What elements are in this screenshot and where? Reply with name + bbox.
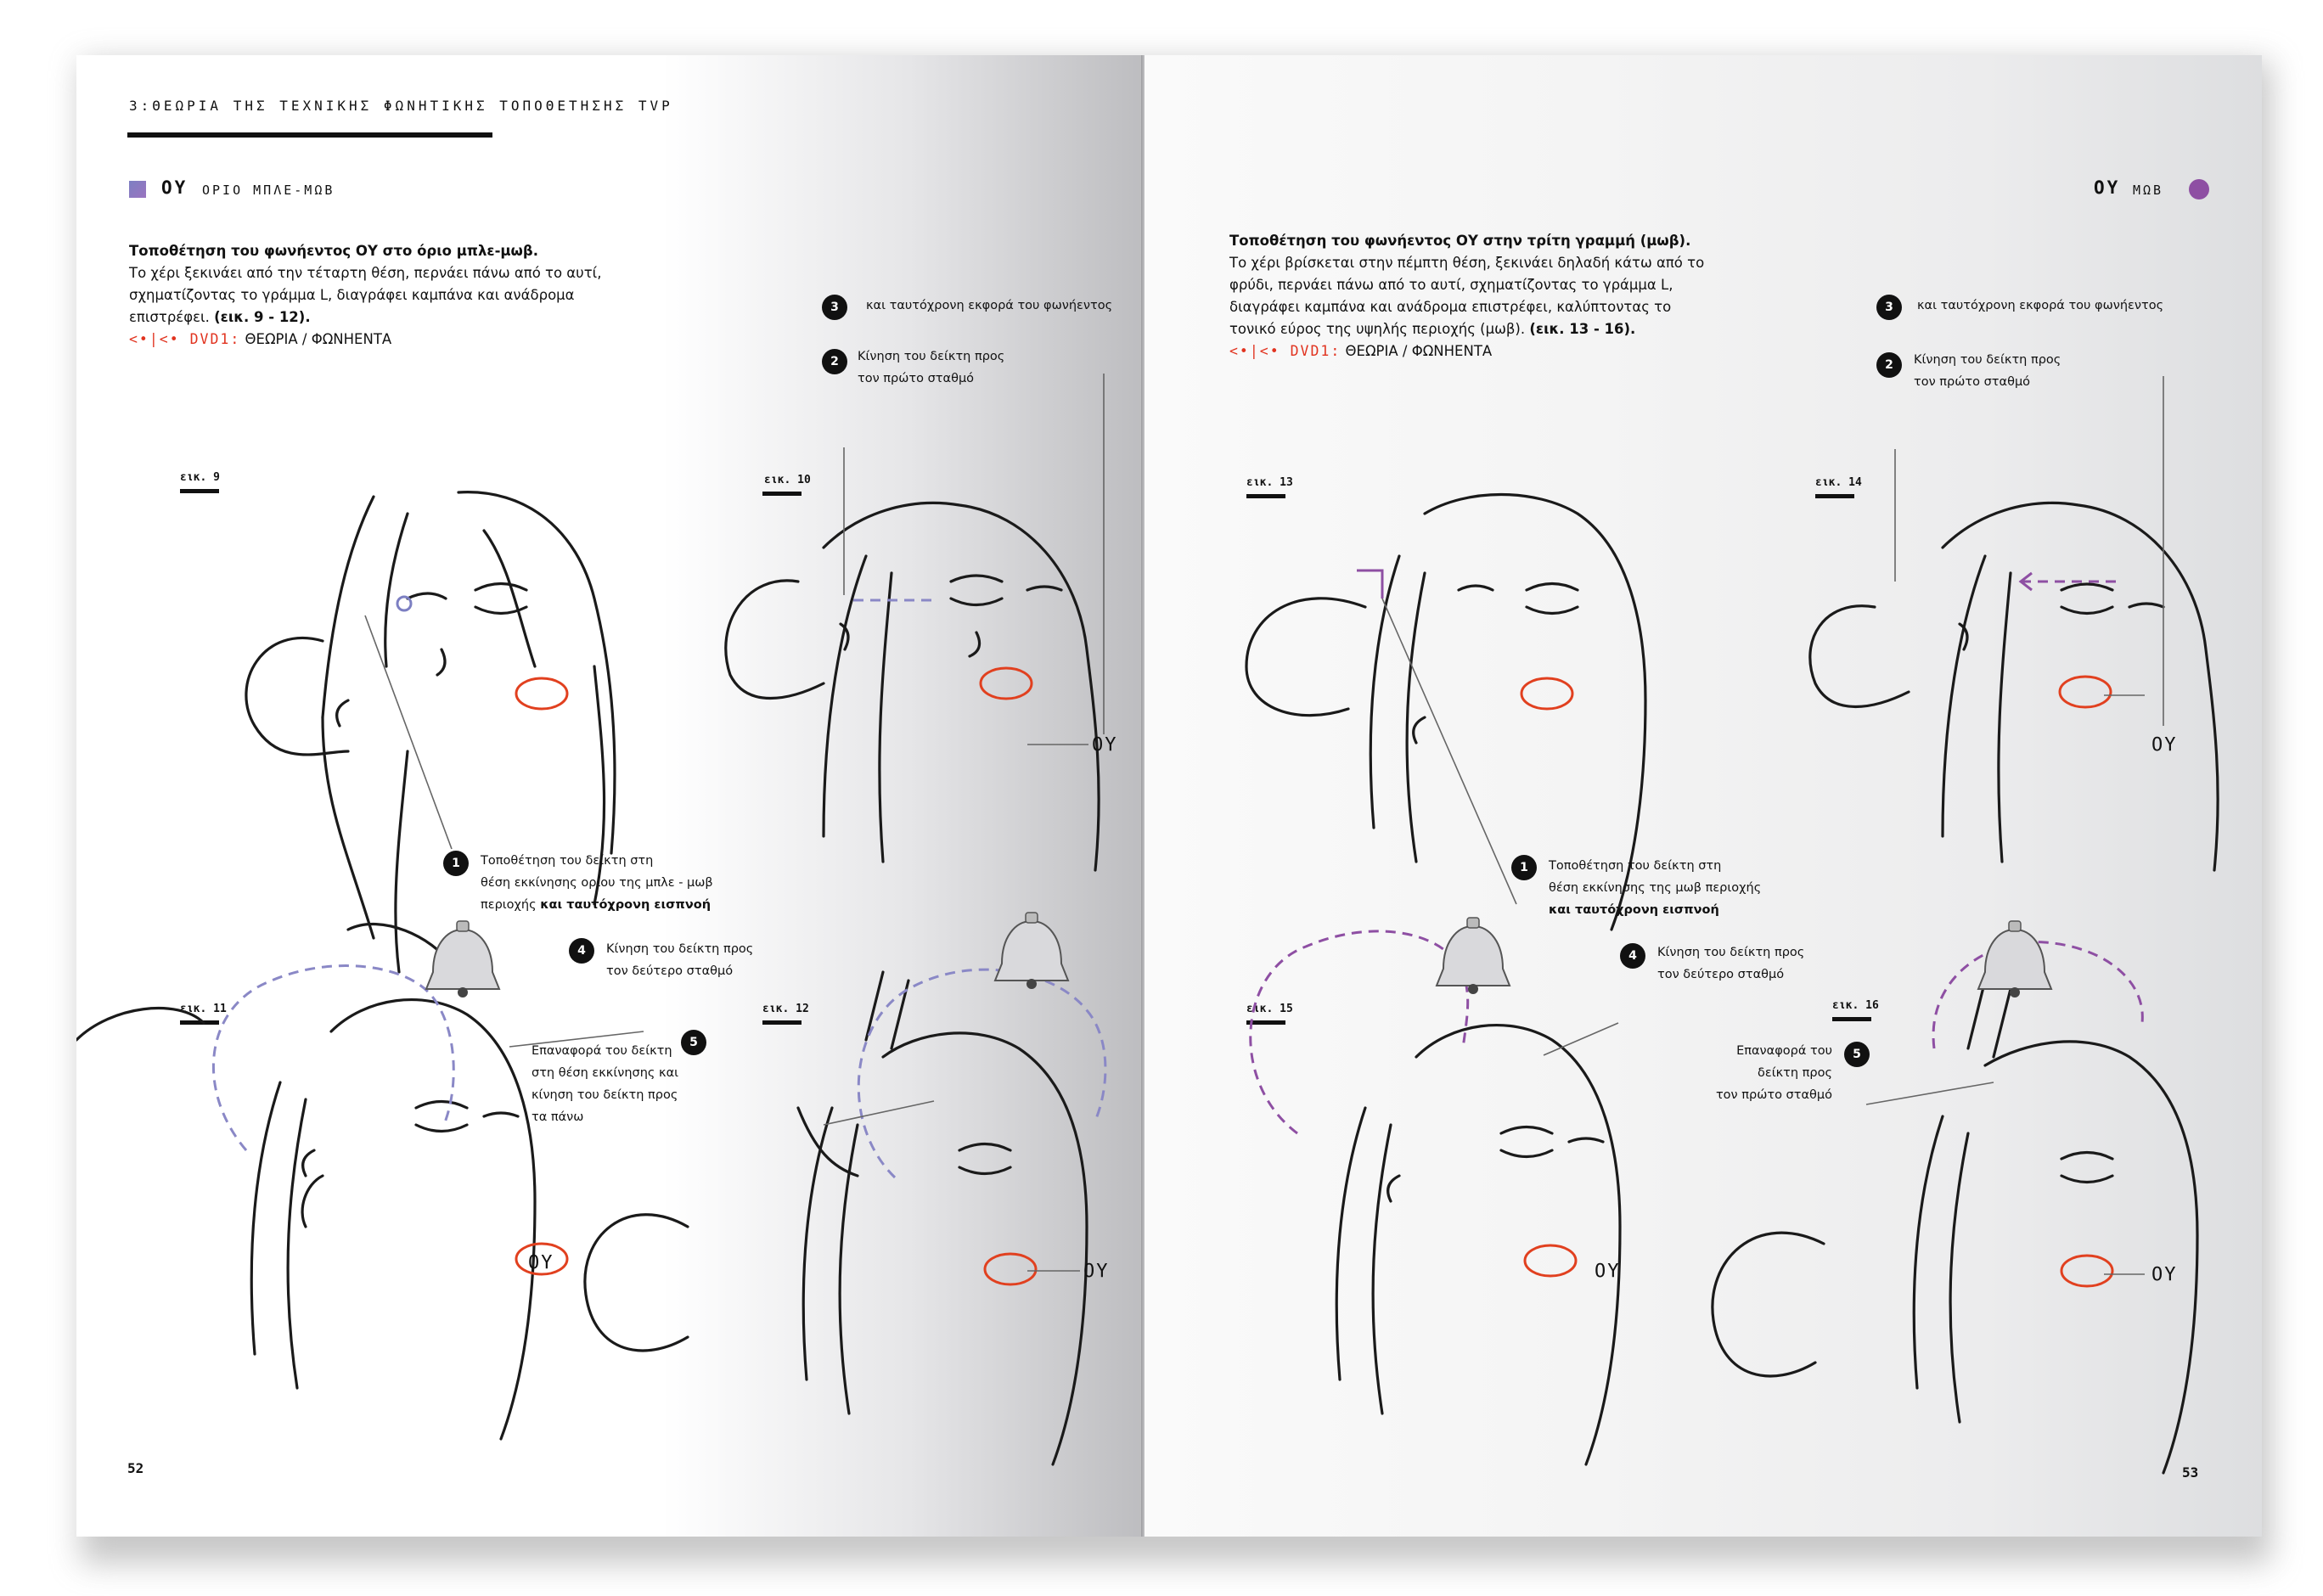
bell-icon <box>1437 918 1510 994</box>
step-4-text: Κίνηση του δείκτη προς τον δεύτερο σταθμό <box>606 942 754 978</box>
bell-motion-path <box>858 969 1105 1177</box>
lips-shape <box>985 1254 1036 1284</box>
intro-line: επιστρέφει. (εικ. 9 - 12). <box>129 309 311 325</box>
intro-line: φρύδι, περνάει πάνω από το αυτί, σχηματίζοντας το γράμμα L, <box>1229 277 1673 293</box>
intro-lead: Τοποθέτηση του φωνήεντος ΟΥ στο όριο μπλε-μωβ. <box>129 243 538 259</box>
left-page <box>76 55 1143 1537</box>
figure-label: εικ. 11 <box>180 1003 227 1015</box>
step-2-text: Κίνηση του δείκτη προς τον πρώτο σταθμό <box>858 350 1005 385</box>
sound-label: ΟΥ <box>2151 734 2178 756</box>
dvd-tag: <•|<• DVD1: <box>1229 343 1341 359</box>
lips-shape <box>2061 1256 2112 1286</box>
face-drawing <box>1810 503 2218 870</box>
step-2-text: Κίνηση του δείκτη προς τον πρώτο σταθμό <box>1914 353 2061 389</box>
figure-label: εικ. 15 <box>1246 1003 1293 1015</box>
figure-label: εικ. 9 <box>180 471 220 484</box>
start-marker <box>397 597 411 610</box>
figure-label: εικ. 10 <box>764 474 811 486</box>
step-3-text: και ταυτόχρονη εκφορά του φωνήεντος <box>866 299 1113 312</box>
figure-reference: (εικ. 13 - 16). <box>1529 321 1636 337</box>
step-number: 3 <box>1876 295 1902 320</box>
bell-icon <box>995 913 1068 989</box>
face-drawing <box>726 503 1099 870</box>
sound-label: ΟΥ <box>2151 1264 2178 1285</box>
step-3-text: και ταυτόχρονη εκφορά του φωνήεντος <box>1917 299 2164 312</box>
intro-line: Το χέρι ξεκινάει από την τέταρτη θέση, περνάει πάνω από το αυτί, <box>129 265 602 281</box>
lips-shape <box>2060 677 2111 707</box>
left-illustrations <box>76 55 1143 1537</box>
lips-shape <box>516 678 567 709</box>
page-number: 53 <box>2182 1464 2199 1481</box>
step-1-text: Τοποθέτηση του δείκτη στη θέση εκκίνησης ορίου της μπλε - μωβ περιοχής και ταυτόχρονη εισπνοή <box>481 854 713 912</box>
lips-shape <box>1521 678 1572 709</box>
lips-shape <box>981 668 1032 699</box>
figure-reference: (εικ. 9 - 12). <box>214 309 311 325</box>
section-subtitle: ΜΩΒ <box>2133 183 2164 198</box>
section-subtitle: ΟΡΙΟ ΜΠΛΕ-ΜΩΒ <box>202 183 335 198</box>
step-number: 1 <box>1511 855 1537 880</box>
figure-label: εικ. 13 <box>1246 476 1293 489</box>
right-illustrations <box>1145 55 2262 1537</box>
dvd-text: ΘΕΩΡΙΑ / ΦΩΝΗΕΝΤΑ <box>1345 343 1493 359</box>
bell-motion-path <box>1251 931 1468 1133</box>
step-number: 5 <box>681 1030 706 1055</box>
bell-icon <box>1978 921 2051 997</box>
intro-line: διαγράφει καμπάνα και ανάδρομα επιστρέφει, καλύπτοντας το <box>1229 299 1672 315</box>
intro-line: τονικό εύρος της υψηλής περιοχής (μωβ). (εικ. 13 - 16). <box>1229 321 1636 337</box>
intro-lead: Τοποθέτηση του φωνήεντος ΟΥ στην τρίτη γραμμή (μωβ). <box>1229 233 1691 249</box>
sound-label: ΟΥ <box>528 1252 554 1273</box>
section-title: ΟΥ <box>161 177 188 198</box>
running-head: 3:ΘΕΩΡΙΑ ΤΗΣ ΤΕΧΝΙΚΗΣ ΦΩΝΗΤΙΚΗΣ ΤΟΠΟΘΕΤΗΣΗΣ TVP <box>129 98 673 114</box>
lips-shape <box>1525 1245 1576 1276</box>
figure-label: εικ. 12 <box>762 1003 809 1015</box>
step-5-text: Επαναφορά του δείκτη προς τον πρώτο σταθμό <box>1715 1044 1832 1102</box>
step-number: 1 <box>443 851 469 876</box>
right-page <box>1145 55 2262 1537</box>
face-drawing <box>1336 1026 1620 1464</box>
bell-icon <box>426 921 499 997</box>
step-number: 4 <box>569 938 594 964</box>
step-4-text: Κίνηση του δείκτη προς τον δεύτερο σταθμό <box>1657 946 1805 981</box>
step-number: 2 <box>1876 352 1902 378</box>
dvd-text: ΘΕΩΡΙΑ / ΦΩΝΗΕΝΤΑ <box>245 331 392 347</box>
step-5-text: Επαναφορά του δείκτη στη θέση εκκίνησης και κίνηση του δείκτη προς τα πάνω <box>532 1044 679 1124</box>
figure-label: εικ. 16 <box>1832 999 1879 1012</box>
sound-label: ΟΥ <box>1092 734 1118 756</box>
page-number: 52 <box>127 1460 144 1476</box>
bell-motion-path <box>213 966 453 1150</box>
intro-line: Το χέρι βρίσκεται στην πέμπτη θέση, ξεκινάει δηλαδή κάτω από το <box>1229 255 1705 271</box>
sound-label: ΟΥ <box>1595 1261 1621 1282</box>
step-1-text: Τοποθέτηση του δείκτη στη θέση εκκίνησης της μωβ περιοχής και ταυτόχρονη εισπνοή <box>1549 859 1762 917</box>
step-number: 3 <box>822 295 847 320</box>
step-number: 4 <box>1620 943 1645 969</box>
face-drawing <box>76 924 535 1439</box>
figure-label: εικ. 14 <box>1815 476 1862 489</box>
start-marker <box>1357 570 1382 598</box>
intro-line: σχηματίζοντας το γράμμα L, διαγράφει καμπάνα και ανάδρομα <box>129 287 575 303</box>
section-title: ΟΥ <box>2094 177 2121 198</box>
step-number: 2 <box>822 349 847 374</box>
step-number: 5 <box>1844 1042 1870 1067</box>
dvd-tag: <•|<• DVD1: <box>129 331 241 347</box>
sound-label: ΟΥ <box>1083 1261 1110 1282</box>
